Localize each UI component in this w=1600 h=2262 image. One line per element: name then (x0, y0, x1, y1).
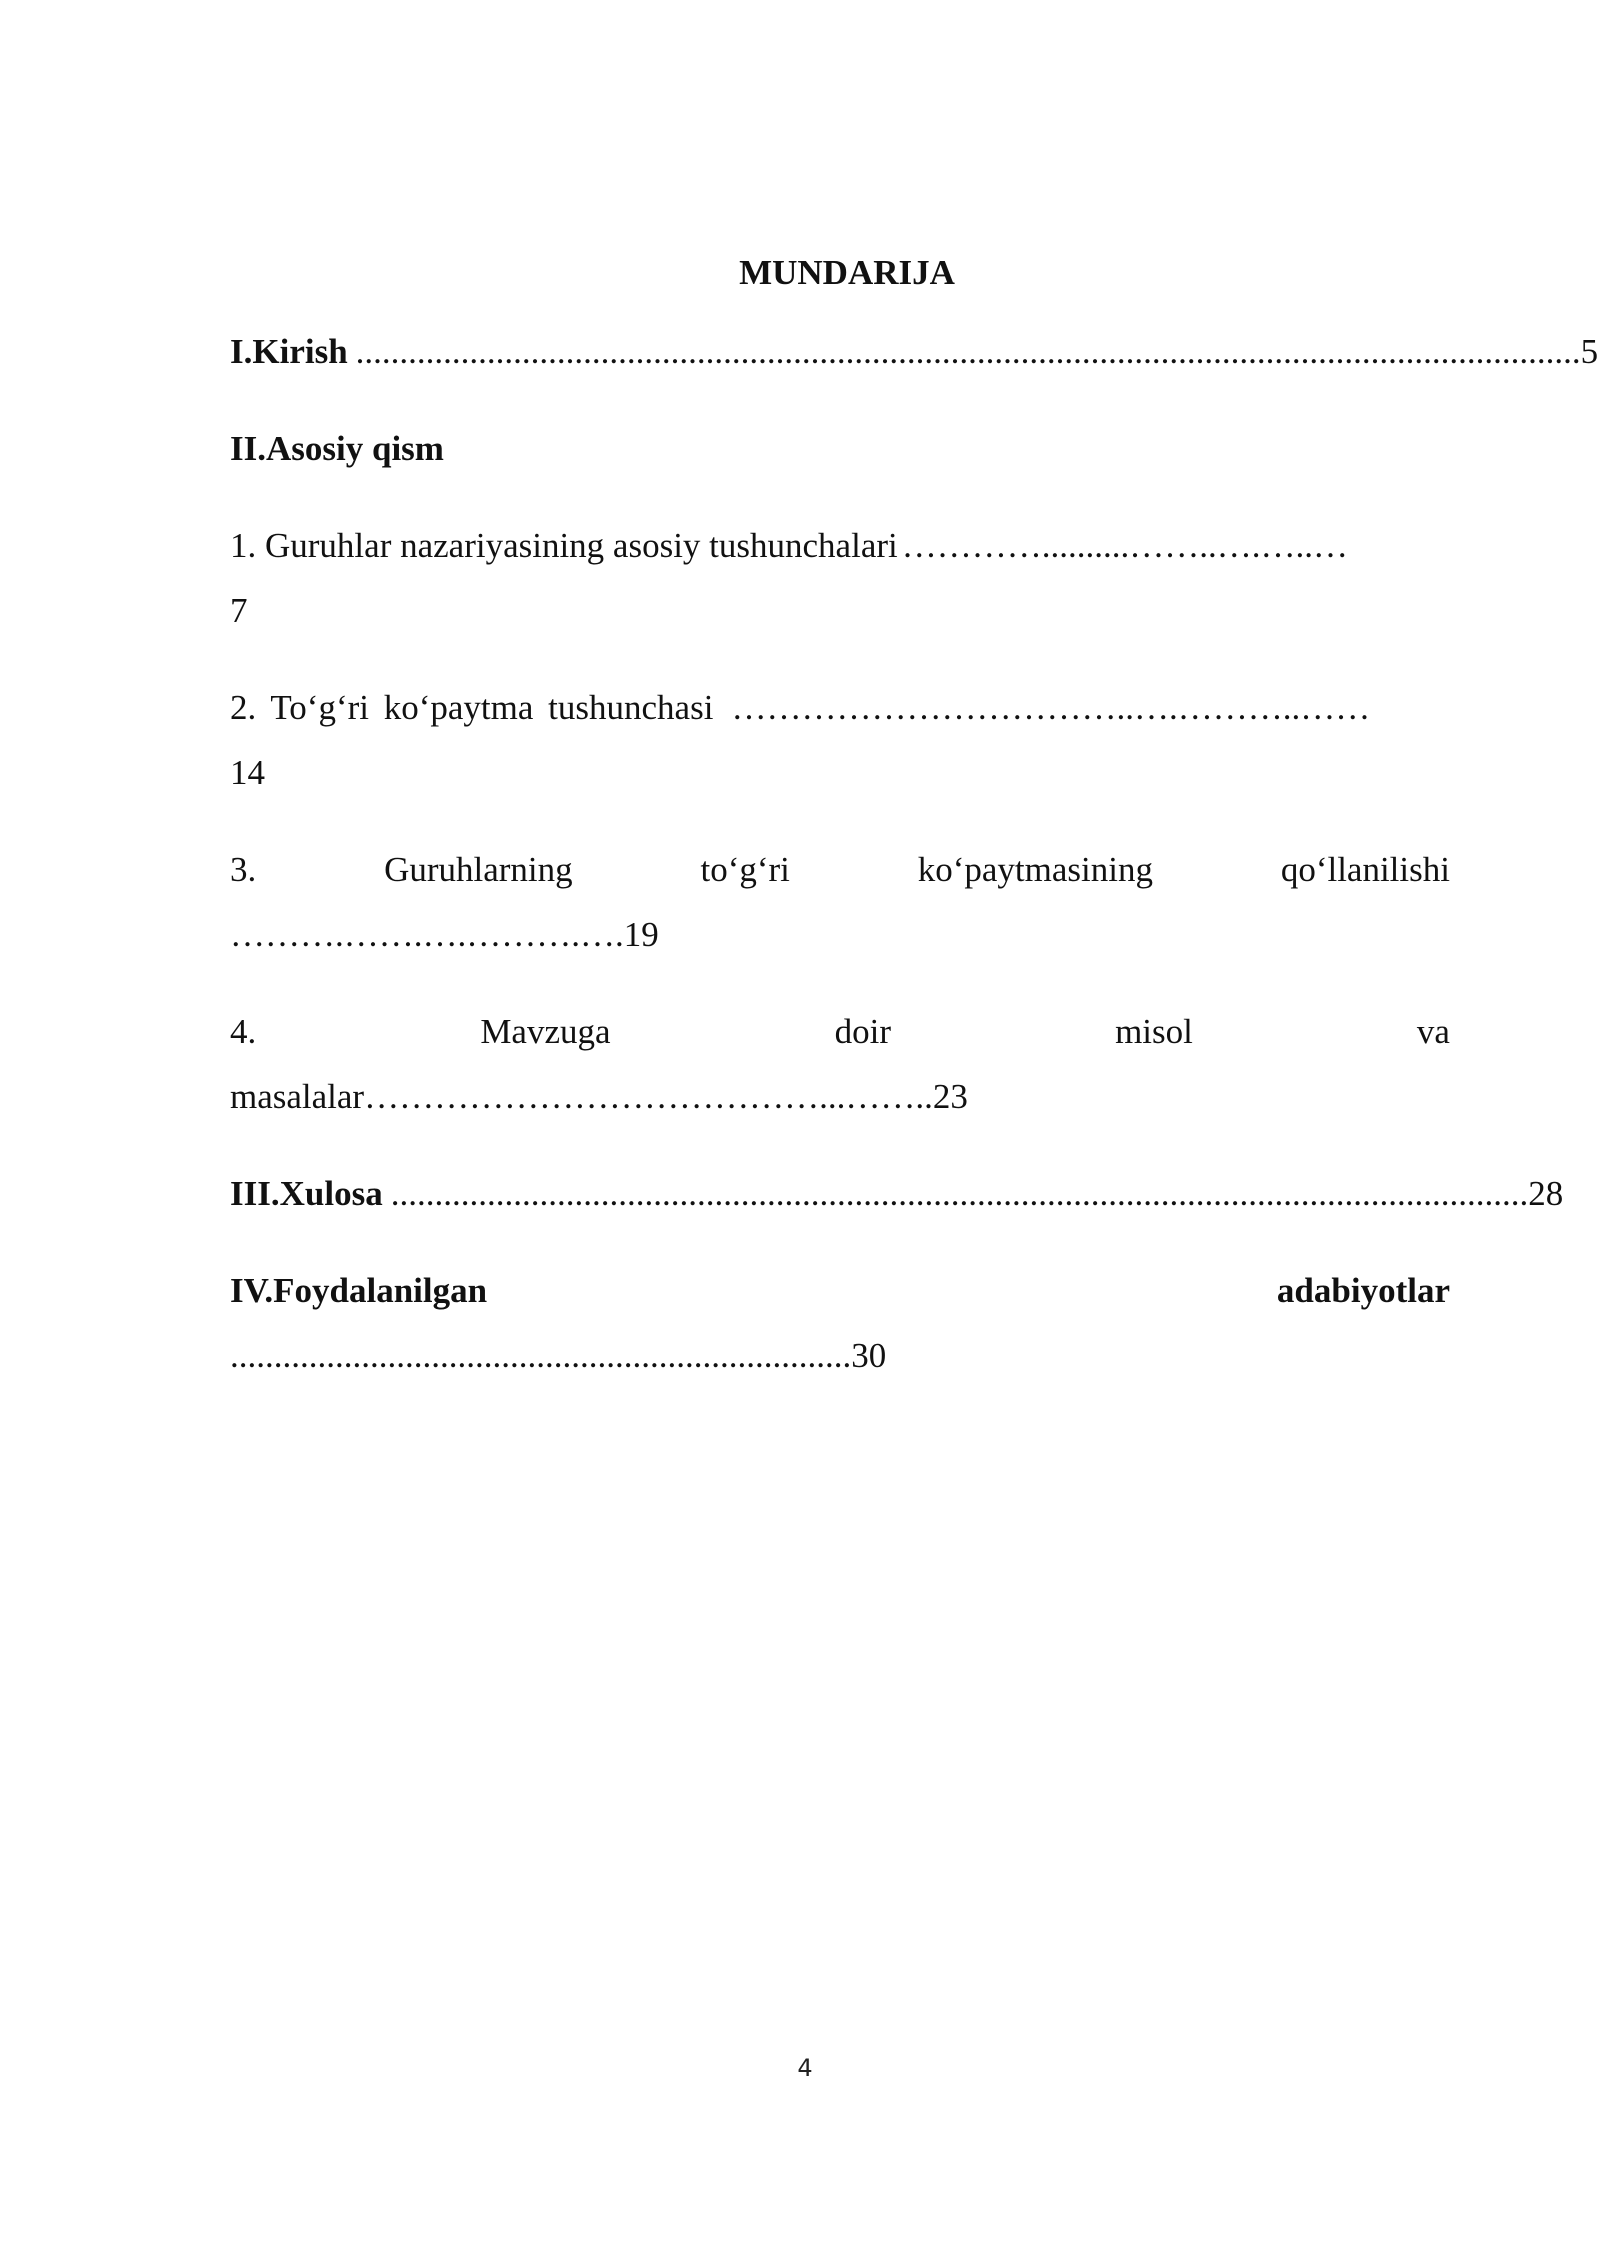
toc-page-number: 14 (230, 753, 265, 792)
toc-entry-word: to‘g‘ri (700, 850, 790, 889)
toc-entry-continuation: ……….…….….……….….19 (230, 915, 659, 954)
toc-entry-label: 1. Guruhlar nazariyasining asosiy tushunchalari (230, 526, 898, 565)
toc-entry-word: ko‘paytmasining (917, 850, 1153, 889)
toc-entry-word: va (1416, 1012, 1450, 1051)
toc-entry-kirish[interactable] (230, 319, 1599, 384)
toc-entry-word: qo‘llanilishi (1280, 850, 1450, 889)
toc-entry-xulosa[interactable] (230, 1161, 1564, 1226)
page-number: 4 (797, 2054, 813, 2082)
toc-entry-line (230, 999, 1450, 1064)
toc-entry-line (230, 837, 1450, 902)
toc-entry-3[interactable] (230, 837, 1450, 967)
toc-entry-line (230, 675, 1450, 740)
toc-section-asosiy[interactable]: II.Asosiy qism (230, 429, 444, 468)
toc-entry-1[interactable] (230, 513, 1450, 643)
page-title: MUNDARIJA (739, 253, 955, 292)
toc-entry-word: Mavzuga (480, 1012, 611, 1051)
toc-entry-line (230, 513, 1450, 578)
toc-page-number: 28 (1528, 1174, 1564, 1213)
table-of-contents (230, 240, 1599, 1420)
toc-entry-label: III.Xulosa (230, 1174, 383, 1213)
toc-dot-leader: ……………………………..….………..…… (731, 688, 1371, 727)
toc-entry-4[interactable] (230, 999, 1450, 1129)
toc-entry-word: 4. (230, 1012, 257, 1051)
toc-entry-label: 2. To‘g‘ri ko‘paytma tushunchasi (230, 688, 714, 727)
toc-entry-word: IV.Foydalanilgan (230, 1271, 488, 1310)
toc-dot-leader: ............................................................................................................................................ (355, 332, 1581, 371)
toc-entry-word: Guruhlarning (384, 850, 573, 889)
toc-entry-continuation: masalalar…………………………………...……..23 (230, 1077, 968, 1116)
toc-dot-leader: .................................................................................................................................. (390, 1174, 1529, 1213)
toc-entry-continuation: .......................................................................30 (230, 1336, 887, 1375)
toc-entry-word: 3. (230, 850, 257, 889)
toc-entry-label: I.Kirish (230, 332, 348, 371)
toc-page-number: 5 (1580, 332, 1599, 371)
toc-entry-foydalanilgan[interactable] (230, 1258, 1450, 1388)
toc-entry-word: doir (834, 1012, 891, 1051)
toc-entry-word: adabiyotlar (1276, 1271, 1450, 1310)
toc-entry-word: misol (1115, 1012, 1193, 1051)
toc-dot-leader: …………..........……..….…..… (901, 526, 1348, 565)
toc-page-number: 7 (230, 591, 248, 630)
toc-entry-line (230, 1258, 1450, 1323)
toc-entry-2[interactable] (230, 675, 1450, 805)
